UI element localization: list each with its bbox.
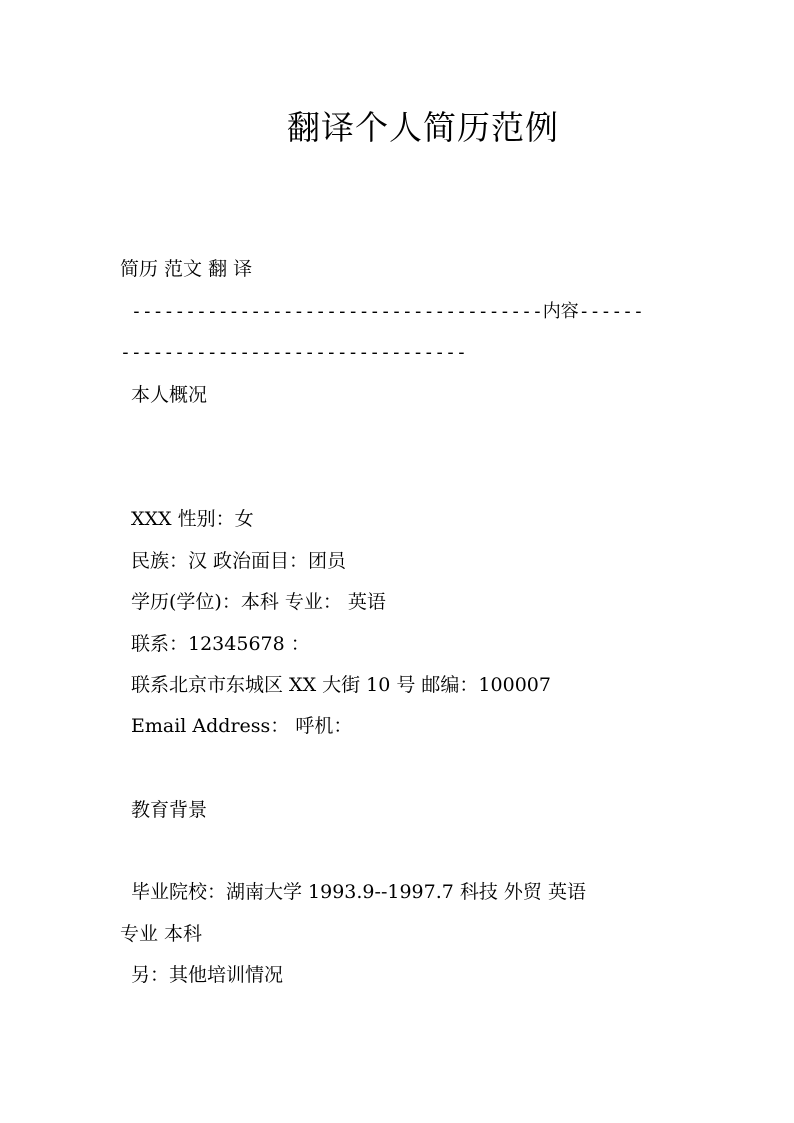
name-gender-line: XXX 性别：女 — [131, 508, 254, 530]
contact-line: 联系：12345678 ： — [131, 633, 310, 655]
degree-major-line: 学历(学位)：本科 专业： 英语 — [131, 591, 386, 613]
document-title: 翻译个人简历范例 — [287, 108, 559, 147]
document-subtitle: 简历 范文 翻 译 — [120, 258, 253, 280]
email-pager-line: Email Address： 呼机： — [131, 715, 353, 737]
school-line-2: 专业 本科 — [120, 923, 203, 945]
ethnicity-political-line: 民族：汉 政治面目：团员 — [131, 550, 347, 572]
address-line: 联系北京市东城区 XX 大街 10 号 邮编：100007 — [131, 674, 551, 696]
section-heading-education: 教育背景 — [131, 799, 208, 821]
content-divider-line-1: --------------------------------------内容------ — [131, 301, 644, 322]
school-line-1: 毕业院校：湖南大学 1993.9--1997.7 科技 外贸 英语 — [131, 881, 586, 903]
section-heading-overview: 本人概况 — [131, 384, 208, 406]
content-divider-line-2: -------------------------------- — [120, 342, 467, 363]
other-training-line: 另：其他培训情况 — [131, 964, 284, 986]
